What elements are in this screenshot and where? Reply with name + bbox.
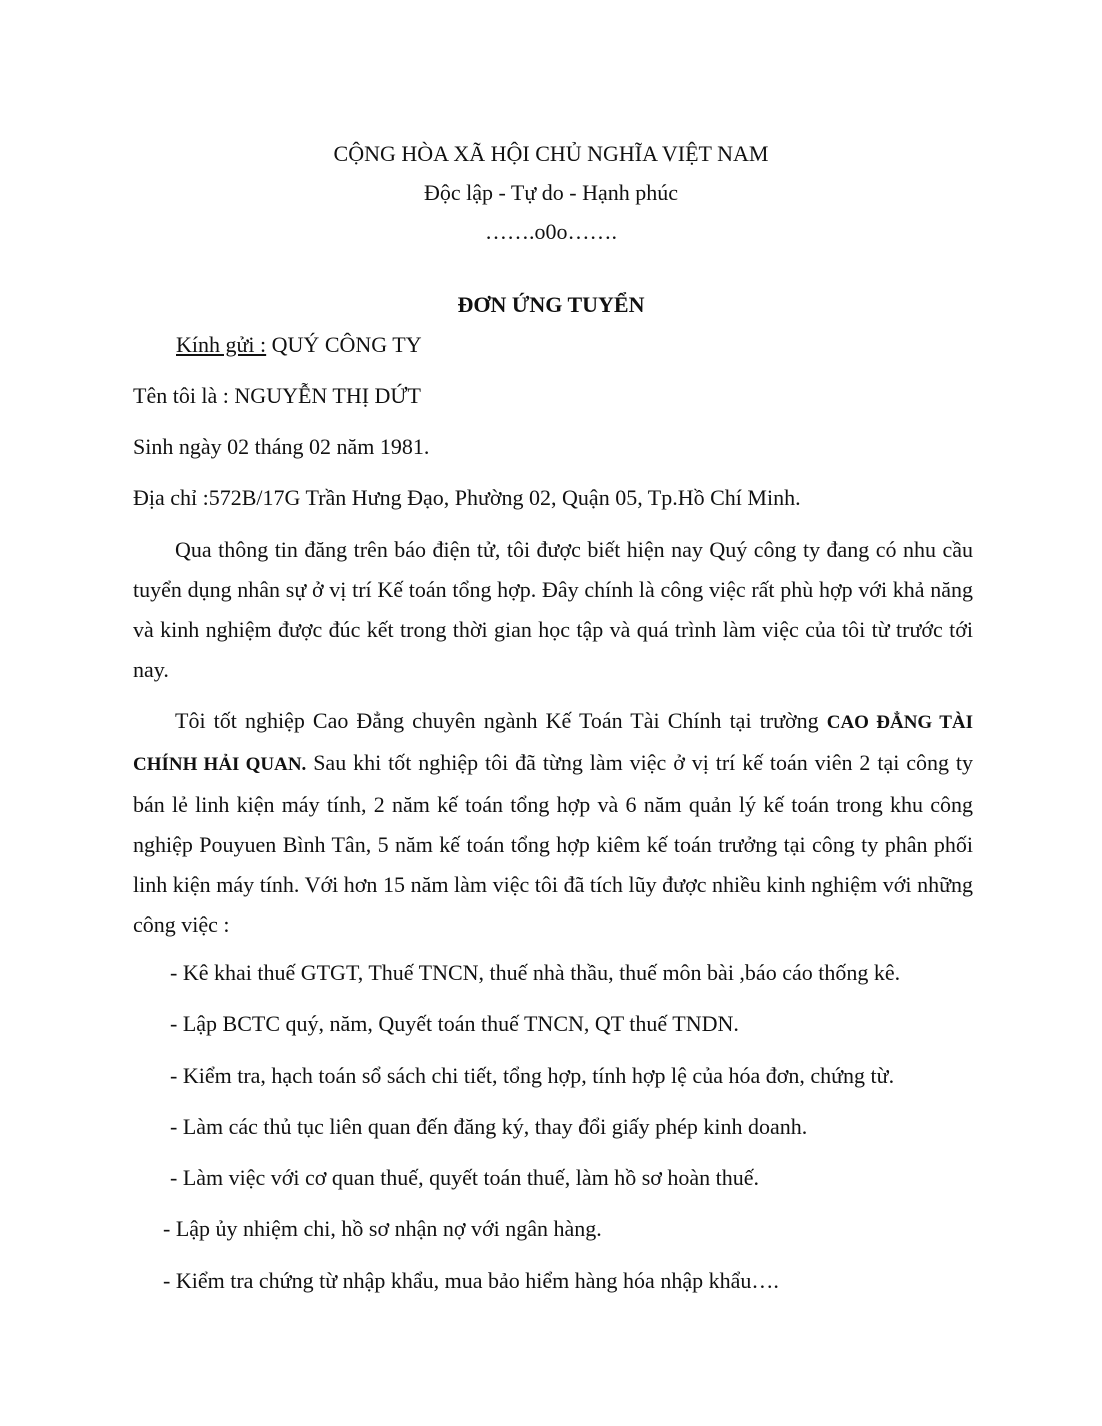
recipient-label: Kính gửi : xyxy=(176,332,267,357)
duty-item: - Lập BCTC quý, năm, Quyết toán thuế TNCN, QT thuế TNDN. xyxy=(170,1011,739,1036)
duty-item: - Làm việc với cơ quan thuế, quyết toán thuế, làm hồ sơ hoàn thuế. xyxy=(170,1165,760,1190)
recipient-line xyxy=(176,332,422,358)
recipient-value: QUÝ CÔNG TY xyxy=(266,332,422,357)
duty-item: - Kiểm tra chứng từ nhập khẩu, mua bảo hiểm hàng hóa nhập khẩu…. xyxy=(163,1268,779,1293)
experience-paragraph xyxy=(133,701,973,945)
duty-item: - Lập ủy nhiệm chi, hồ sơ nhận nợ với ngân hàng. xyxy=(163,1216,602,1241)
name-line: Tên tôi là : NGUYỄN THỊ DỨT xyxy=(133,383,421,408)
school-name: CAO ĐẲNG TÀI CHÍNH HẢI QUAN. xyxy=(133,712,973,775)
ornament-divider: …….o0o……. xyxy=(485,219,617,244)
birth-line: Sinh ngày 02 tháng 02 năm 1981. xyxy=(133,434,430,459)
duty-item: - Kiểm tra, hạch toán sổ sách chi tiết, tổng hợp, tính hợp lệ của hóa đơn, chứng từ. xyxy=(170,1063,895,1088)
motto: Độc lập - Tự do - Hạnh phúc xyxy=(423,180,679,205)
experience-text-end: Sau khi tốt nghiệp tôi đã từng làm việc ở vị trí kế toán viên 2 tại công ty bán lẻ linh kiện máy tính, 2 năm kế toán tổng hợp và 6 năm quản lý kế toán trong khu công nghiệp Pouyuen Bình Tân, 5 năm kế toán tổng hợp kiêm kế toán trưởng tại công ty phân phối linh kiện máy tính. Với hơn 15 năm làm việc tôi đã tích lũy được nhiều kinh nghiệm với những công việc : xyxy=(133,750,973,937)
duty-item: - Kê khai thuế GTGT, Thuế TNCN, thuế nhà thầu, thuế môn bài ,báo cáo thống kê. xyxy=(170,960,901,985)
duty-item: - Làm các thủ tục liên quan đến đăng ký, thay đổi giấy phép kinh doanh. xyxy=(170,1114,808,1139)
experience-text-start: Tôi tốt nghiệp Cao Đẳng chuyên ngành Kế Toán Tài Chính tại trường xyxy=(175,708,827,733)
address-line: Địa chỉ :572B/17G Trần Hưng Đạo, Phường 02, Quận 05, Tp.Hồ Chí Minh. xyxy=(133,485,801,510)
country-heading: CỘNG HÒA XÃ HỘI CHỦ NGHĨA VIỆT NAM xyxy=(333,141,769,166)
intro-paragraph: Qua thông tin đăng trên báo điện tử, tôi được biết hiện nay Quý công ty đang có nhu cầu tuyển dụng nhân sự ở vị trí Kế toán tổng hợp. Đây chính là công việc rất phù hợp với khả năng và kinh nghiệm được đúc kết trong thời gian học tập và quá trình làm việc của tôi từ trước tới nay. xyxy=(133,537,973,682)
document-title: ĐƠN ỨNG TUYỂN xyxy=(457,292,645,317)
